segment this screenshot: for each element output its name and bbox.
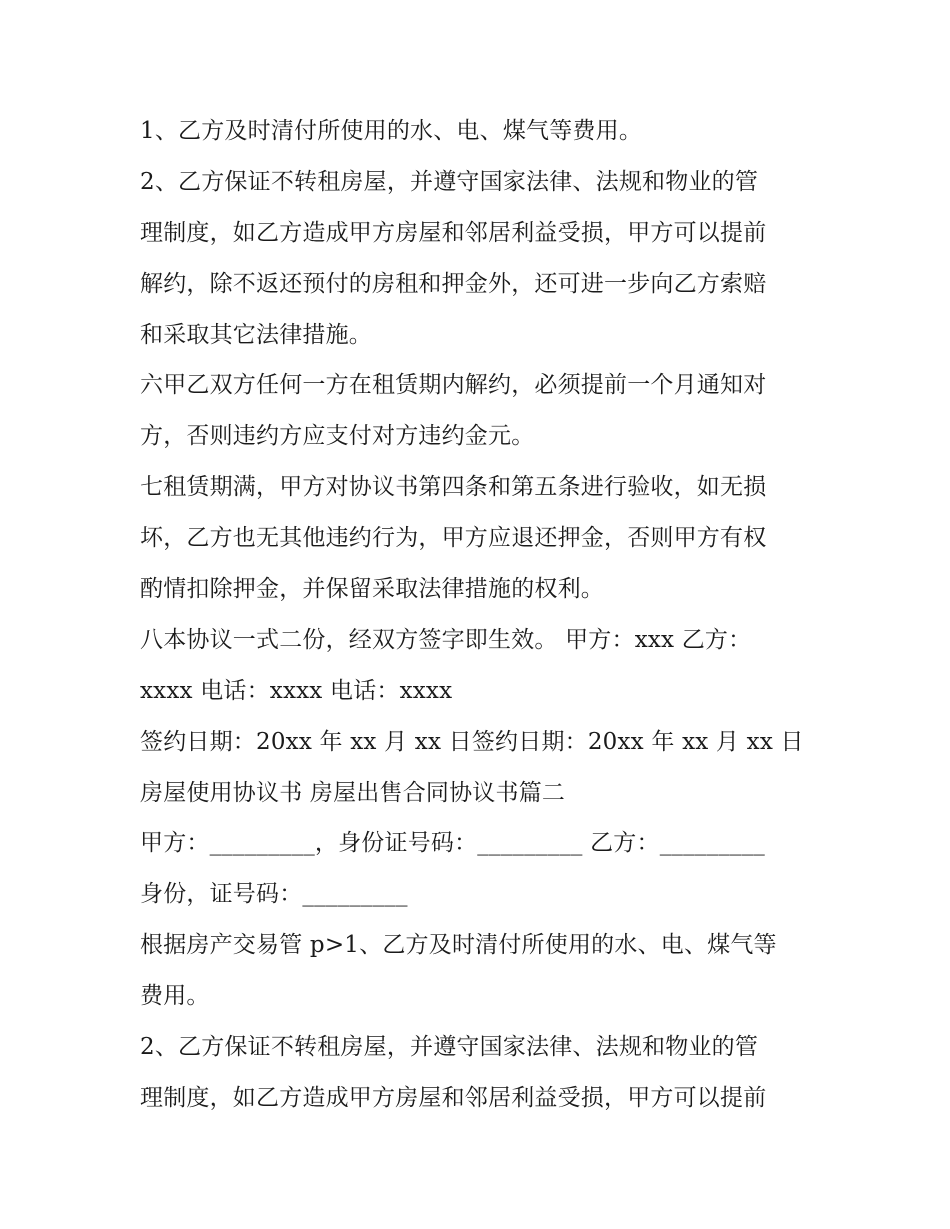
text-line-11: 八本协议一式二份，经双方签字即生效。 甲方：xxx 乙方： (140, 626, 752, 653)
text-line-20: 理制度，如乙方造成甲方房屋和邻居利益受损，甲方可以提前 (140, 1084, 767, 1111)
text-line-3: 理制度，如乙方造成甲方房屋和邻居利益受损，甲方可以提前 (140, 219, 767, 246)
text-line-12: xxxx 电话：xxxx 电话：xxxx (140, 677, 453, 704)
text-line-19: 2、乙方保证不转租房屋，并遵守国家法律、法规和物业的管 (140, 1034, 759, 1061)
text-line-5: 和采取其它法律措施。 (140, 321, 372, 348)
text-line-4: 解约，除不返还预付的房租和押金外，还可进一步向乙方索赔 (140, 270, 767, 297)
text-line-2: 2、乙方保证不转租房屋，并遵守国家法律、法规和物业的管 (140, 168, 759, 195)
text-line-7: 方，否则违约方应支付对方违约金元。 (140, 423, 535, 450)
text-line-1: 1、乙方及时清付所使用的水、电、煤气等费用。 (140, 118, 643, 144)
text-line-10: 酌情扣除押金，并保留采取法律措施的权利。 (140, 576, 604, 603)
text-line-17: 根据房产交易管 p>1、乙方及时清付所使用的水、电、煤气等 (140, 932, 777, 959)
document-body (140, 106, 820, 1124)
text-line-15: 甲方：_________，身份证号码：_________ 乙方：_________ (140, 830, 766, 857)
text-line-9: 坏，乙方也无其他违约行为，甲方应退还押金，否则甲方有权 (140, 525, 767, 552)
text-line-14: 房屋使用协议书 房屋出售合同协议书篇二 (140, 779, 566, 806)
text-line-16: 身份，证号码：_________ (140, 881, 408, 908)
text-line-8: 七租赁期满，甲方对协议书第四条和第五条进行验收，如无损 (140, 474, 767, 501)
text-line-13: 签约日期：20xx 年 xx 月 xx 日签约日期：20xx 年 xx 月 xx 日 (140, 728, 804, 755)
text-line-18: 费用。 (140, 983, 210, 1010)
text-line-6: 六甲乙双方任何一方在租赁期内解约，必须提前一个月通知对 (140, 372, 767, 399)
